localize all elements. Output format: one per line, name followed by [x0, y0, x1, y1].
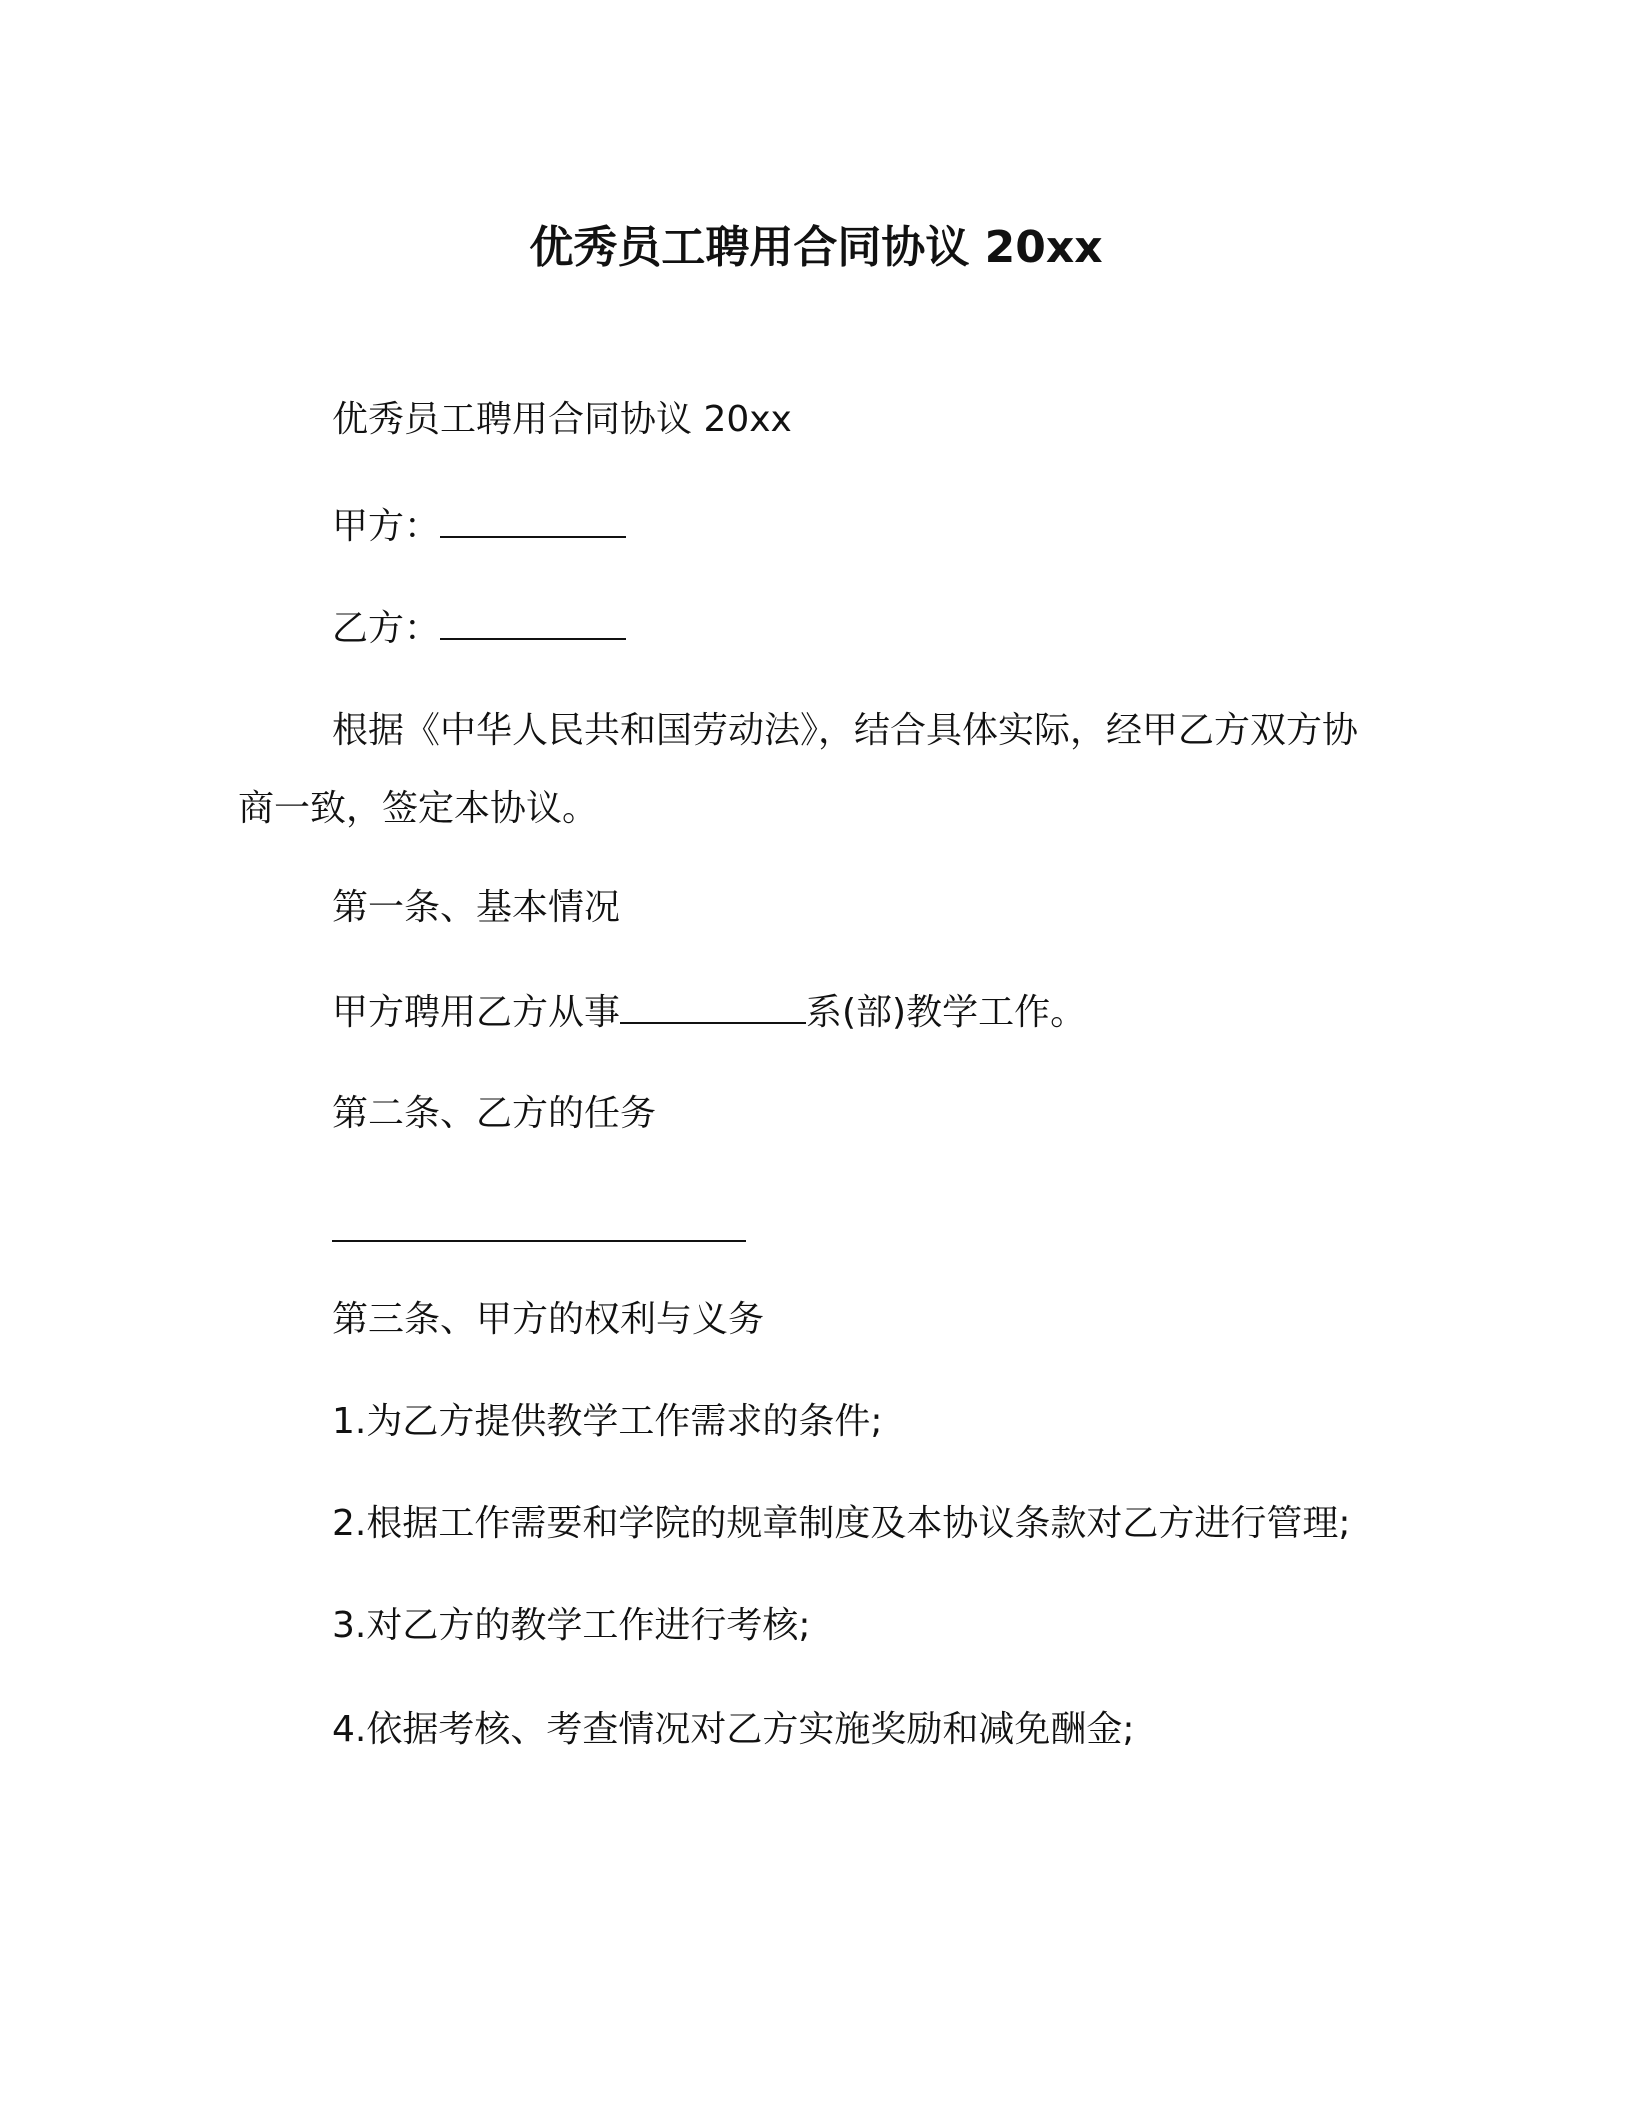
document-subtitle: 优秀员工聘用合同协议 20xx	[332, 399, 792, 440]
article3-item-1: 1.为乙方提供教学工作需求的条件;	[332, 1401, 883, 1442]
article3-item-4: 4.依据考核、考查情况对乙方实施奖励和减免酬金;	[332, 1709, 1135, 1750]
article2-blank-line	[332, 1240, 746, 1242]
department-blank	[620, 986, 806, 1024]
article1-text-before: 甲方聘用乙方从事	[332, 992, 621, 1033]
party-a-blank	[440, 500, 626, 538]
article1-heading: 第一条、基本情况	[332, 887, 621, 928]
party-b-line	[332, 602, 626, 653]
article3-item-2: 2.根据工作需要和学院的规章制度及本协议条款对乙方进行管理;	[332, 1503, 1351, 1544]
intro-paragraph: 根据《中华人民共和国劳动法》，结合具体实际，经甲乙方双方协商一致，签定本协议。	[238, 710, 1359, 829]
article3-item-3: 3.对乙方的教学工作进行考核;	[332, 1605, 811, 1646]
article3-heading: 第三条、甲方的权利与义务	[332, 1299, 765, 1340]
party-b-blank	[440, 602, 626, 640]
document-title: 优秀员工聘用合同协议 20xx	[529, 222, 1103, 273]
article2-heading: 第二条、乙方的任务	[332, 1093, 657, 1134]
article1-text	[332, 986, 1086, 1037]
party-a-line	[332, 500, 626, 551]
article1-text-after: 系(部)教学工作。	[806, 992, 1087, 1033]
party-b-label: 乙方：	[332, 608, 441, 649]
party-a-label: 甲方：	[332, 506, 441, 547]
